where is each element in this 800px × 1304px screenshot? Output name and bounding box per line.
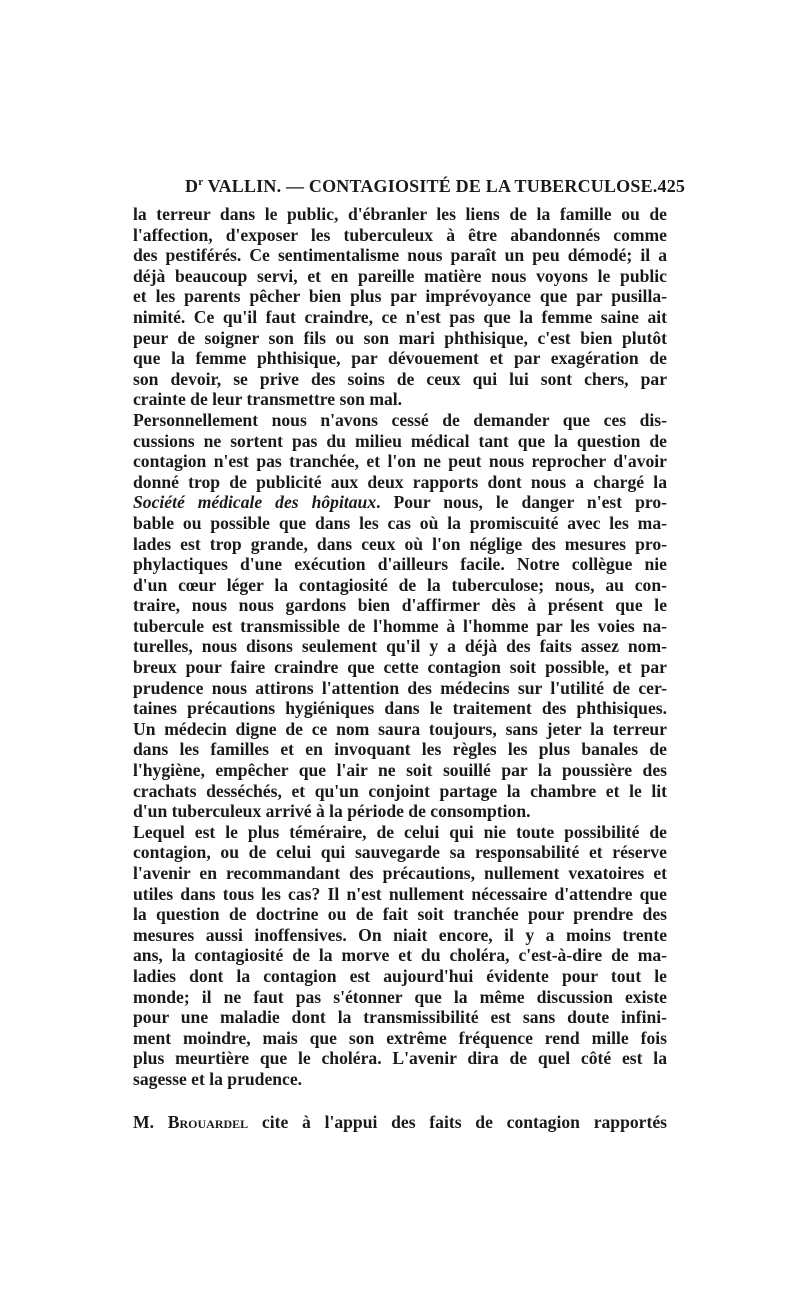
- text-line: taines précautions hygiéniques dans le traitement des phthisiques.: [133, 698, 667, 719]
- running-header: [133, 176, 686, 202]
- closing-paragraph: [133, 1112, 667, 1133]
- text-line: Lequel est le plus téméraire, de celui qui nie toute possibilité de: [133, 821, 667, 842]
- header-title: VALLIN. — CONTAGIOSITÉ DE LA TUBERCULOSE.: [207, 176, 658, 196]
- author-name: Brouardel: [167, 1111, 249, 1132]
- body-text: [133, 204, 667, 1090]
- text-line: l'hygiène, empêcher que l'air ne soit souillé par la poussière des: [133, 760, 667, 781]
- text-line: phylactiques d'une exécution d'ailleurs facile. Notre collègue nie: [133, 554, 667, 575]
- text-line: traire, nous nous gardons bien d'affirmer dès à présent que le: [133, 595, 667, 616]
- text-line: plus meurtière que le choléra. L'avenir dira de quel côté est la: [133, 1048, 667, 1069]
- running-title: [185, 176, 658, 197]
- closing-rest: cite à l'appui des faits de contagion rapportés: [248, 1111, 667, 1132]
- text-line: cussions ne sortent pas du milieu médical tant que la question de: [133, 430, 667, 451]
- text-line: bable ou possible que dans les cas où la promiscuité avec les ma-: [133, 512, 667, 533]
- text-line: breux pour faire craindre que cette contagion soit possible, et par: [133, 657, 667, 678]
- text-line: peur de soigner son fils ou son mari phthisique, c'est bien plutôt: [133, 327, 667, 348]
- page-number: 425: [657, 176, 686, 196]
- text-line: ladies dont la contagion est aujourd'hui évidente pour tout le: [133, 965, 667, 986]
- text-line: ans, la contagiosité de la morve et du choléra, c'est-à-dire de ma-: [133, 945, 667, 966]
- text-line: utiles dans tous les cas? Il n'est nullement nécessaire d'attendre que: [133, 883, 667, 904]
- book-page: [133, 176, 686, 1132]
- text-line: mesures aussi inoffensives. On niait encore, il y a moins trente: [133, 924, 667, 945]
- text-line: crainte de leur transmettre son mal.: [133, 389, 403, 410]
- closing-lead: M.: [133, 1111, 168, 1132]
- text-line: Société médicale des hôpitaux. Pour nous, le danger n'est pro-: [133, 492, 668, 513]
- author-prefix: D: [185, 176, 199, 196]
- text-line: dans les familles et en invoquant les règles les plus banales de: [133, 739, 667, 760]
- text-line: Un médecin digne de ce nom saura toujours, sans jeter la terreur: [133, 718, 667, 739]
- journal-title: Société médicale des hôpitaux: [133, 492, 377, 513]
- text-line: et les parents pêcher bien plus par imprévoyance que par pusilla-: [133, 286, 667, 307]
- text-line: que la femme phthisique, par dévouement et par exagération de: [133, 348, 667, 369]
- text-line: d'un cœur léger la contagiosité de la tuberculose; nous, au con-: [133, 574, 667, 595]
- text-line: la question de doctrine ou de fait soit tranchée pour prendre des: [133, 904, 667, 925]
- text-line: son devoir, se prive des soins de ceux qui lui sont chers, par: [133, 368, 667, 389]
- text-line: ment moindre, mais que son extrême fréquence rend mille fois: [133, 1027, 667, 1048]
- text-line: déjà beaucoup servi, et en pareille matière nous voyons le public: [133, 265, 667, 286]
- text-line: tubercule est transmissible de l'homme à l'homme par les voies na-: [133, 615, 667, 636]
- text-line: la terreur dans le public, d'ébranler les liens de la famille ou de: [133, 204, 667, 224]
- text-line: Personnellement nous n'avons cessé de demander que ces dis-: [133, 409, 667, 430]
- text-line: contagion, ou de celui qui sauvegarde sa responsabilité et réserve: [133, 842, 667, 863]
- text-line: lades est trop grande, dans ceux où l'on néglige des mesures pro-: [133, 533, 667, 554]
- text-line: contagion n'est pas tranchée, et l'on ne peut nous reprocher d'avoir: [133, 451, 667, 472]
- text-line: pour une maladie dont la transmissibilité est sans doute infini-: [133, 1007, 667, 1028]
- text-line: nimité. Ce qu'il faut craindre, ce n'est pas que la femme saine ait: [133, 306, 667, 327]
- text-line: des pestiférés. Ce sentimentalisme nous paraît un peu démodé; il a: [133, 245, 667, 266]
- text-line: sagesse et la prudence.: [133, 1068, 303, 1089]
- text-line: d'un tuberculeux arrivé à la période de consomption.: [133, 801, 531, 822]
- text-line: monde; il ne faut pas s'étonner que la même discussion existe: [133, 986, 667, 1007]
- text-line: turelles, nous disons seulement qu'il y a déjà des faits assez nom-: [133, 636, 667, 657]
- text-line: l'affection, d'exposer les tuberculeux à être abandonnés comme: [133, 224, 667, 245]
- closing-line: [133, 1112, 667, 1133]
- text-line: donné trop de publicité aux deux rapports dont nous a chargé la: [133, 471, 667, 492]
- text-line: crachats desséchés, et qu'un conjoint partage la chambre et le lit: [133, 780, 667, 801]
- text-line: l'avenir en recommandant des précautions, nullement vexatoires et: [133, 863, 667, 883]
- text-line: prudence nous attirons l'attention des médecins sur l'utilité de cer-: [133, 677, 667, 698]
- author-prefix-sup: r: [198, 176, 204, 188]
